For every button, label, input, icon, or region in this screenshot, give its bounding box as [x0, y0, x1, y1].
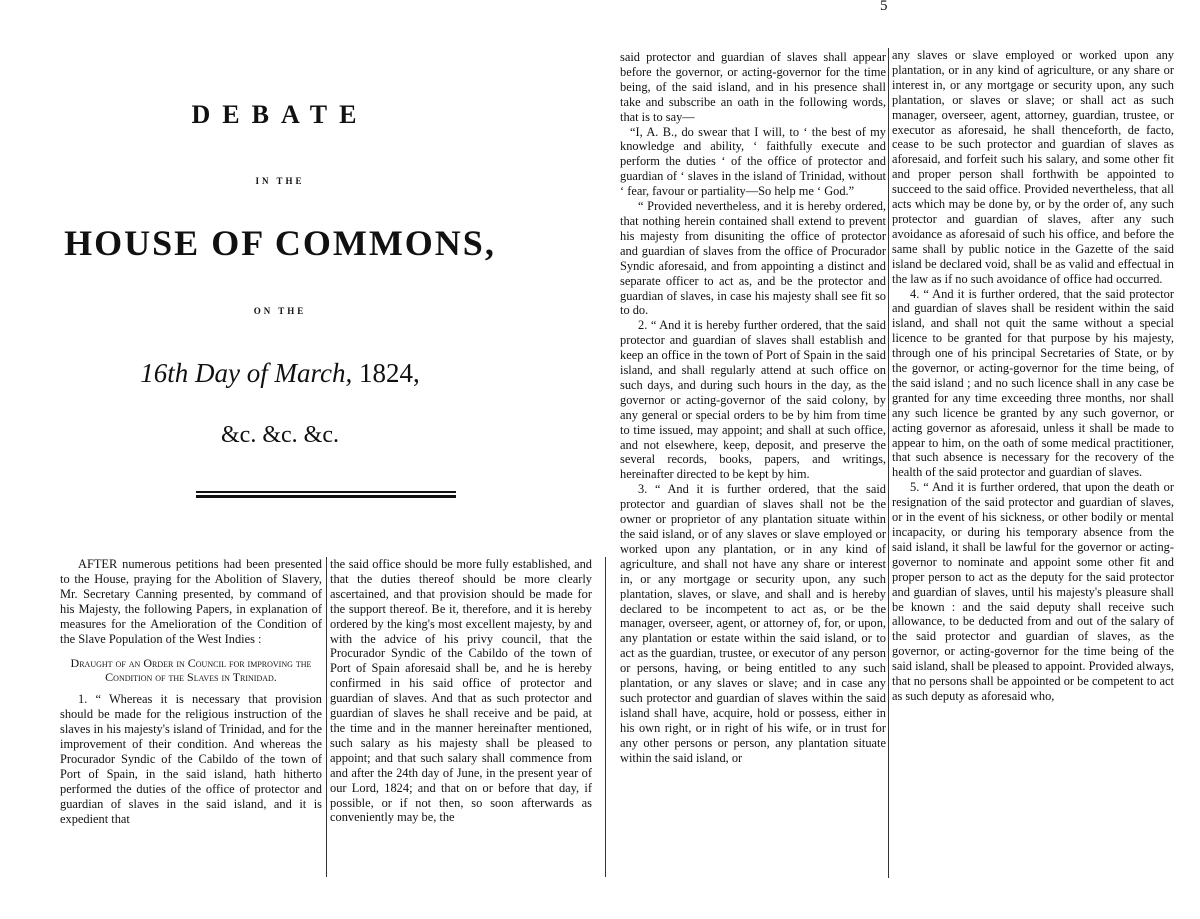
title-rule-thin: [196, 491, 456, 493]
column-divider-2: [605, 557, 606, 877]
title-debate: DEBATE: [191, 100, 369, 129]
column-2: [330, 557, 592, 919]
title-date-day: 16th Day of March,: [140, 358, 353, 388]
title-date: [0, 358, 560, 389]
intro-paragraph: AFTER numerous petitions had been presented to the House, praying for the Abolition of Slavery, Mr. Secretary Canning presented, by command of his Majesty, the following Papers, in explanation of measures for the Amelioration of the Condition of the Slave Population of the West Indies :: [60, 557, 322, 646]
page-number: 5: [880, 0, 888, 14]
title-on-the: ON THE: [253, 306, 307, 316]
column-3-para-3: 2. “ And it is hereby further ordered, that the said protector and guardian of slaves shall establish and keep an office in the town of Port of Spain in the said island, and shall regularly attend at such office on such days, and during such hours in the day, as the governor or acting-governor of the said colony, by any general or special orders to be by him from time to time issued, may appoint; and shall at such office, and not elsewhere, keep, deposit, and preserve the several records, books, papers, and writings, hereinafter directed to be kept by him.: [620, 318, 886, 482]
title-block: [0, 0, 560, 540]
column-3-para-2: “ Provided nevertheless, and it is hereby ordered, that nothing herein contained shall extend to prevent his majesty from disuniting the office of protector and guardian of slaves from the office of Procurador Syndic aforesaid, and from appointing a distinct and separate officer to act as, and be the protector and guardian of slaves, in case his majesty shall see fit so to do.: [620, 199, 886, 318]
order-heading: Draught of an Order in Council for improving the Condition of the Slaves in Trinidad.: [70, 656, 312, 685]
paragraph-1: 1. “ Whereas it is necessary that provision should be made for the religious instruction of the slaves in his majesty's island of Trinidad, and for the improvement of their condition. And whereas the Procurador Syndic of the Cabildo of the town of Port of Spain, in the said island, hath hitherto performed the duties of the office of protector and guardian of slaves in the said island, and it is expedient that: [60, 692, 322, 826]
column-3: [620, 50, 886, 919]
column-1: [60, 557, 322, 919]
column-2-text: the said office should be more fully established, and that the duties thereof should be more clearly ascertained, and that provision should be made for the support thereof. Be it, therefore, and it is hereby ordered by the king's most excellent majesty, by and with the advice of his privy council, that the Procurador Syndic of the Cabildo of the town of Port of Spain aforesaid shall be, and he is hereby confirmed in his said office of protector and guardian of slaves. And that as such protector and guardian of slaves he shall receive and be paid, at the time and in the manner hereinafter mentioned, such salary as his majesty shall be pleased to appoint; and that such salary shall commence from and after the 24th day of June, in the present year of our Lord, 1824; and that on or before that day, if possible, or if not then, so soon afterwards as conveniently may be, the: [330, 557, 592, 825]
column-3-para-1: said protector and guardian of slaves shall appear before the governor, or acting-governor for the time being, of the said island, and in his presence shall take and subscribe an oath in the following words, that is to say—: [620, 50, 886, 124]
title-house-of-commons: HOUSE OF COMMONS,: [64, 223, 496, 263]
column-4: [892, 48, 1174, 919]
column-divider-3: [888, 48, 889, 878]
column-divider-1: [326, 557, 327, 877]
column-4-para-3: 5. “ And it is further ordered, that upon the death or resignation of the said protector and guardian of slaves, or in the event of his sickness, or other bodily or mental incapacity, or during his temporary absence from the said island, it shall be lawful for the governor or acting-governor to nominate and appoint some other fit and proper person to act as the deputy for the said protector and guardian of slaves, until his majesty's pleasure shall be known : and the said deputy shall receive such allowance, to be deducted from and out of the salary of the said protector and guardian of slaves, as the governor, or acting-governor for the time being of the said island, shall be pleased to appoint. Provided always, that no persons shall be appointed or be competent to act as such deputy as aforesaid who,: [892, 480, 1174, 703]
title-rule-thick: [196, 495, 456, 498]
column-3-para-4: 3. “ And it is further ordered, that the said protector and guardian of slaves shall not be the owner or proprietor of any plantation situate within the said island, or of any slaves or slave employed or worked upon any plantation, or in any kind of agriculture, and shall not have any share or interest in, or any mortgage or security upon, any such plantation, slaves, or slave, and shall and is hereby declared to be incompetent to act as, or be the manager, overseer, agent, or attorney of, for, or upon, any plantation or estate within the said island, or to act as the guardian, trustee, or executor of any person or persons, having, or being entitled to any such plantation, or any slaves or slave; and in case any such protector and guardian of slaves within the said island shall have, acquire, hold or possess, either in his own right, or in right of his wife, or in trust for any other persons or person, any plantation situate within the said island, or: [620, 482, 886, 765]
column-4-para-2: 4. “ And it is further ordered, that the said protector and guardian of slaves shall be resident within the said island, and shall not quit the same without a special licence to be granted for that purpose by his majesty, through one of his principal Secretaries of State, or by the governor, or acting-governor for the time being, of the said island ; and no such licence shall in any case be granted for any time exceeding three months, nor shall any such licence be granted by any such governor, or acting governor as aforesaid, unless it shall be made to appear to him, on the oath of some medical practitioner, that such absence is necessary for the recovery of the health of the said protector and guardian of slaves.: [892, 286, 1174, 480]
title-in-the: IN THE: [255, 176, 305, 186]
title-date-year: 1824,: [358, 358, 420, 388]
oath-quote: “I, A. B., do swear that I will, to ‘ the best of my knowledge and ability, ‘ faithfully execute and perform the duties ‘ of the office of protector and guardian of ‘ slaves in the island of Trinidad, without ‘ fear, favour or partiality—So help me ‘ God.”: [620, 124, 886, 199]
column-4-para-1: any slaves or slave employed or worked upon any plantation, or in any kind of agriculture, or any share or interest in, or any mortgage or security upon, any such plantation, or slaves or slave; or shall act as such manager, overseer, agent, attorney, guardian, trustee, or executor as aforesaid, he shall thenceforth, de facto, cease to be such protector and guardian of slaves as aforesaid, and forfeit such his salary, and some other fit and proper person shall forthwith be appointed to succeed to the said office. Provided nevertheless, that all acts which may be done by, or by the order of, any such protector and guardian of slaves, after any such avoidance as aforesaid of such his office, and before the same shall by public notice in the Gazette of the said island be declared void, shall be as valid and effectual in the law as if no such avoidance of office had occurred.: [892, 48, 1174, 286]
title-etc: &c. &c. &c.: [221, 422, 339, 448]
